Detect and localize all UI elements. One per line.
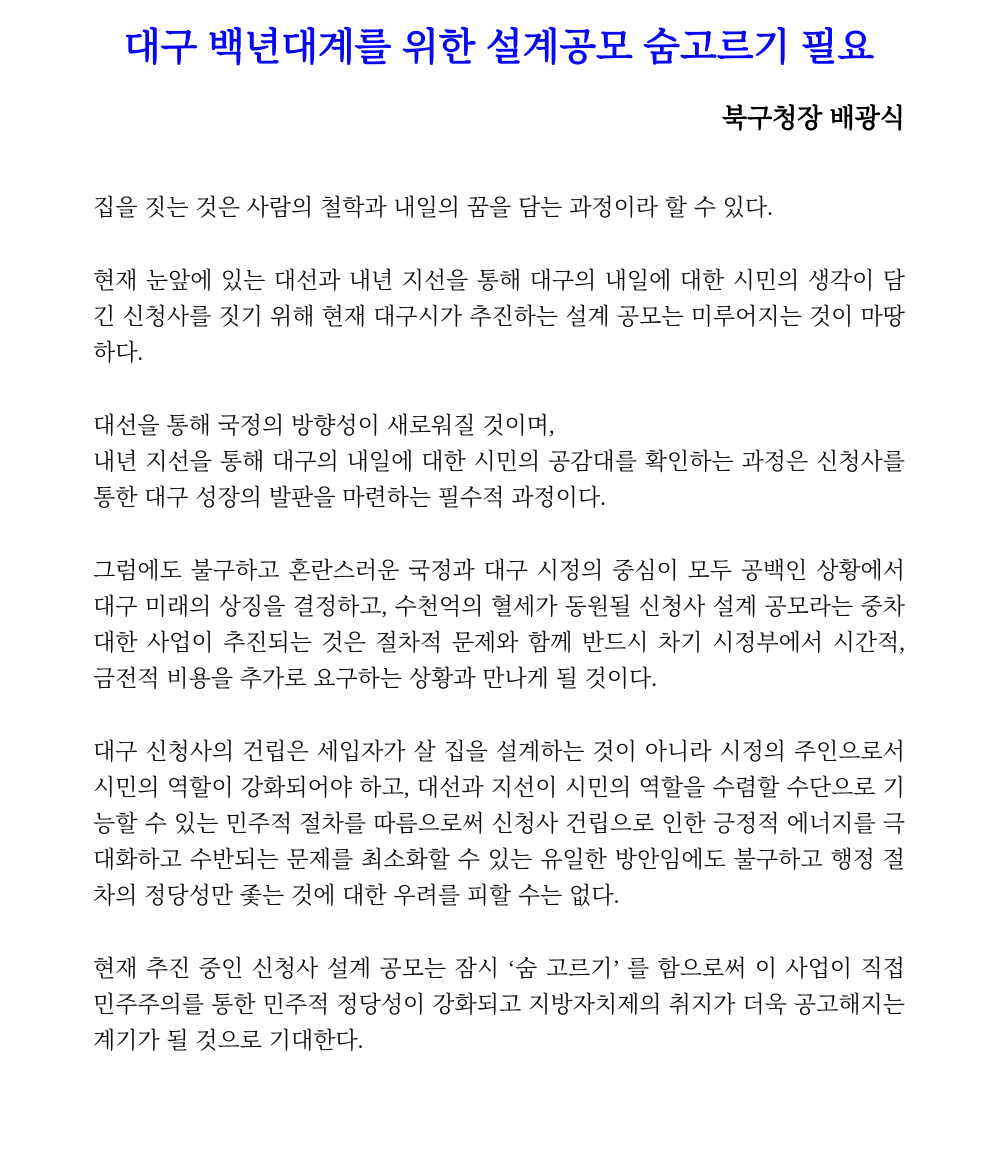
paragraph: 그럼에도 불구하고 혼란스러운 국정과 대구 시정의 중심이 모두 공백인 상황에서 대구 미래의 상징을 결정하고, 수천억의 혈세가 동원될 신청사 설계 공모라는 중차대한 사업이 추진되는 것은 절차적 문제와 함께 반드시 차기 시정부에서 시간적, 금전적 비용을 추가로 요구하는 상황과 만나게 될 것이다. bbox=[93, 558, 905, 691]
document-title: 대구 백년대계를 위한 설계공모 숨고르기 필요 bbox=[123, 27, 875, 69]
document-body bbox=[93, 190, 905, 1059]
paragraph: 현재 눈앞에 있는 대선과 내년 지선을 통해 대구의 내일에 대한 시민의 생각이 담긴 신청사를 짓기 위해 현재 대구시가 추진하는 설계 공모는 미루어지는 것이 마땅하다. bbox=[93, 268, 905, 365]
paragraph: 집을 짓는 것은 사람의 철학과 내일의 꿈을 담는 과정이라 할 수 있다. bbox=[93, 195, 773, 220]
paragraph: 대선을 통해 국정의 방향성이 새로워질 것이며, 내년 지선을 통해 대구의 내일에 대한 시민의 공감대를 확인하는 과정은 신청사를 통한 대구 성장의 발판을 마련하는 필수적 과정이다. bbox=[93, 413, 905, 510]
byline: 북구청장 배광식 bbox=[721, 103, 905, 133]
paragraph: 대구 신청사의 건립은 세입자가 살 집을 설계하는 것이 아니라 시정의 주인으로서 시민의 역할이 강화되어야 하고, 대선과 지선이 시민의 역할을 수렴할 수단으로 기능할 수 있는 민주적 절차를 따름으로써 신청사 건립으로 인한 긍정적 에너지를 극대화하고 수반되는 문제를 최소화할 수 있는 유일한 방안임에도 불구하고 행정 절차의 정당성만 좇는 것에 대한 우려를 피할 수는 없다. bbox=[93, 739, 905, 908]
paragraph: 현재 추진 중인 신청사 설계 공모는 잠시 ‘숨 고르기’ 를 함으로써 이 사업이 직접민주주의를 통한 민주적 정당성이 강화되고 지방자치제의 취지가 더욱 공고해지는 계기가 될 것으로 기대한다. bbox=[93, 956, 905, 1053]
